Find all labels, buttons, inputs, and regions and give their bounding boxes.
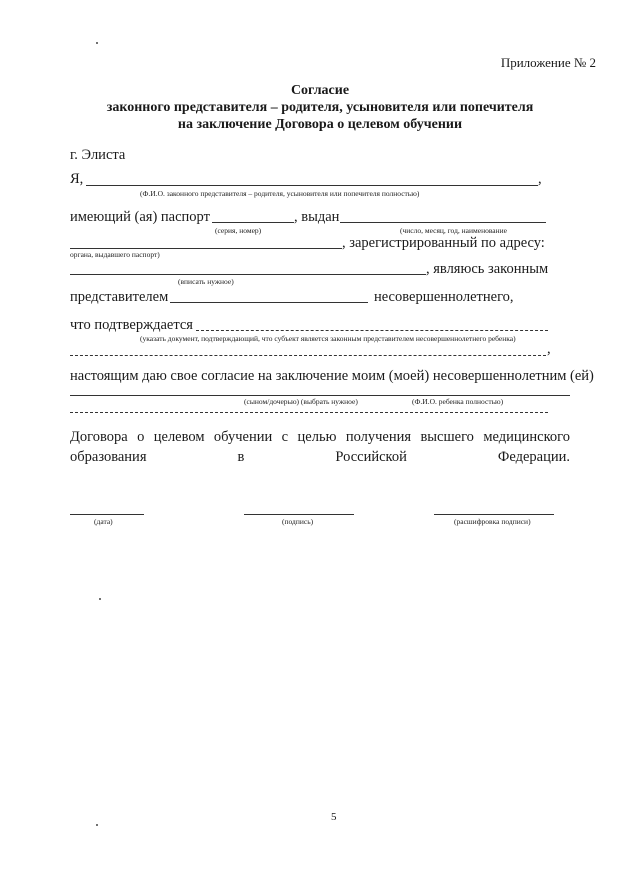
agreement-paragraph: Договора о целевом обучении с целью получения высшего медицинского образования в Российской Федерации. (70, 429, 570, 465)
passport-series-field[interactable] (212, 222, 294, 223)
scan-speck (99, 598, 101, 600)
child-field[interactable] (70, 395, 570, 396)
document-field-continued[interactable] (70, 355, 546, 356)
signature-field[interactable] (244, 514, 354, 515)
consent-text: настоящим даю свое согласие на заключение моим (моей) несовершеннолетним (ей) (70, 368, 594, 384)
document-field[interactable] (196, 330, 548, 331)
title-line-3: на заключение Договора о целевом обучении (177, 117, 463, 132)
enter-needed-hint: (вписать нужное) (178, 277, 234, 286)
scan-speck (96, 824, 98, 826)
comma-after-document: , (547, 341, 551, 357)
ya-hint: (Ф.И.О. законного представителя – родителя, усыновителя или попечителя полностью) (140, 189, 420, 198)
title-line-2: законного представителя – родителя, усыновителя или попечителя (106, 100, 534, 115)
registered-label: , зарегистрированный по адресу: (342, 235, 545, 251)
date-hint: (число, месяц, год, наименование (400, 226, 507, 235)
address-field[interactable] (70, 274, 426, 275)
passport-issued-field[interactable] (340, 222, 546, 223)
ya-label: Я, (70, 171, 84, 187)
page-number: 5 (331, 811, 337, 823)
minor-label: несовершеннолетнего, (374, 289, 514, 305)
representative-name-field[interactable] (86, 185, 538, 186)
date-field[interactable] (70, 514, 144, 515)
date-label: (дата) (94, 517, 113, 526)
representative-label: представителем (70, 289, 169, 305)
appendix-label: Приложение № 2 (500, 55, 596, 70)
signature-label: (подпись) (282, 517, 314, 526)
decoding-label: (расшифровка подписи) (454, 517, 531, 526)
ya-end-comma: , (538, 171, 542, 187)
title-line-1: Согласие (290, 83, 350, 98)
confirmed-label: что подтверждается (70, 317, 193, 333)
child-name-hint: (Ф.И.О. ребенка полностью) (412, 397, 504, 406)
child-name-field[interactable] (70, 412, 548, 413)
signature-decoding-field[interactable] (434, 514, 554, 515)
document-hint: (указать документ, подтверждающий, что субъект является законным представителем несовершеннолетнего ребенка) (140, 334, 516, 343)
series-hint: (серия, номер) (215, 226, 262, 235)
representative-type-field[interactable] (170, 302, 368, 303)
city-label: г. Элиста (70, 147, 126, 163)
organ-hint: органа, выдавшего паспорт) (70, 250, 160, 259)
scan-speck (96, 42, 98, 44)
son-daughter-hint: (сыном/дочерью) (выбрать нужное) (244, 397, 358, 406)
passport-organ-field[interactable] (70, 248, 342, 249)
passport-label: имеющий (ая) паспорт (70, 209, 210, 225)
legal-label: , являюсь законным (426, 261, 549, 277)
issued-label: , выдан (294, 209, 340, 225)
